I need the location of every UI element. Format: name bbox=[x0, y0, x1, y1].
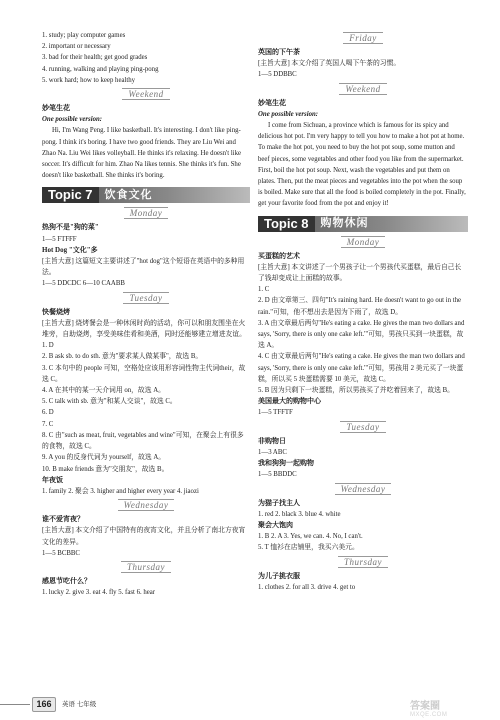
summary-text: [主旨大意] 本文讲述了一个男孩子让一个男孩代买蛋糕，最后自己长了钱却变成让上面糕的故事。 bbox=[258, 263, 462, 283]
section-title: 英国的下午茶 bbox=[258, 48, 300, 56]
watermark-url: MXQE.COM bbox=[410, 712, 448, 718]
answer-item: 4. A 在其中的某一天介词用 on，故选 A。 bbox=[42, 387, 165, 395]
version-label: One possible version: bbox=[42, 116, 103, 124]
answer-line: 1—5 DDCDC 6—10 CAABB bbox=[42, 280, 125, 288]
section-title: 为猫子找主人 bbox=[258, 498, 300, 507]
subject-label: 英语 七年级 bbox=[62, 701, 97, 708]
section-title: 快餐烧烤 bbox=[42, 307, 70, 316]
watermark-logo bbox=[410, 697, 490, 717]
topic-title: 饮食文化 bbox=[104, 188, 153, 201]
topic-number: Topic 8 bbox=[258, 216, 315, 232]
summary-text: [主旨大意] 这篇短文主要讲述了"hot dog"这个短语在英语中的多种用法。 bbox=[42, 258, 245, 277]
answer-line: 1—5 TFFTF bbox=[258, 409, 293, 417]
list-item: 5. work hard; how to keep healthy bbox=[42, 76, 136, 84]
section-title: 非购物日 bbox=[258, 436, 286, 445]
list-item: 2. important or necessary bbox=[42, 43, 111, 51]
answer-item: 1. C bbox=[258, 286, 270, 294]
answer-item: 10. B make friends 意为"交朋友"，故选 B。 bbox=[42, 465, 169, 473]
summary-text: [主旨大意] 烧烤餐会是一种休闲时尚的活动，你可以和朋友围坐在火堆旁，自助烧烤，享受美味佳肴和美酒，同时还能够建立增进友谊。 bbox=[42, 319, 246, 339]
answer-line: 1—3 ABC bbox=[258, 448, 287, 456]
section-title: 谁不爱宵夜？ bbox=[42, 515, 84, 524]
answer-line: 5. T 恤衫在店铺里，我买六美元。 bbox=[258, 544, 359, 552]
answer-item: 8. C 由"such as meat, fruit, vegetables and wine"可知，在聚会上有很多的食物，故选 C。 bbox=[42, 431, 244, 451]
answer-line: 1—5 BCBBC bbox=[42, 549, 80, 557]
answer-item: 5. C talk with sb. 意为"和某人交谈"，故选 C。 bbox=[42, 398, 177, 406]
section-title: 美国最大的购物中心 bbox=[258, 397, 321, 406]
answer-line: 1. lucky 2. give 3. eat 4. fly 5. fast 6. hear bbox=[42, 589, 156, 597]
weekend-header: Weekend bbox=[258, 83, 468, 96]
section-title: 妙笔生花 bbox=[258, 98, 286, 107]
answer-line: 1. red 2. black 3. blue 4. white bbox=[258, 510, 341, 518]
left-column bbox=[42, 30, 250, 598]
friday-header: Friday bbox=[258, 32, 468, 45]
section-title: 年夜饭 bbox=[42, 475, 63, 484]
essay-text: I come from Sichuan, a province which is famous for its spicy and delicious hot pot. I'm very happy to tell you how to make a hot pot at home. To make the hot pot, you need to buy the hot pot soup, some mutton and beef pieces, some vegetables and other food you like from the supermarket. First, boil the hot pot soup. Next, wash the vegetables and put them on plates. Then, put the meat pieces and vegetables into the pot when the soup is boiled. Make sure that all the food is boiled completely in the pot. Finally, get your favorite food from the pot and enjoy it! bbox=[258, 122, 466, 208]
answer-item: 3. A 由文章最后两句"He's eating a cake. He gives the man two dollars and says, 'Sorry, there is only one cake left.'"可知，男孩只买到一块蛋糕，故选 A。 bbox=[258, 319, 465, 350]
section-title: 聚会大饱肉 bbox=[258, 520, 293, 529]
answer-item: 2. B ask sb. to do sth. 意为"要求某人做某事"，故选 B。 bbox=[42, 353, 203, 361]
section-title: 热狗不是"狗的菜" bbox=[42, 223, 99, 232]
summary-text: [主旨大意] 本文介绍了英国人喝下午茶的习惯。 bbox=[258, 60, 401, 68]
answer-line: 1—5 DDBBC bbox=[258, 71, 297, 79]
answer-item: 5. B 因为只剩下一块蛋糕，所以男孩买了并吃着回来了，故选 B。 bbox=[258, 387, 454, 395]
footer-rule bbox=[0, 704, 30, 705]
wednesday-header: Wednesday bbox=[258, 483, 468, 496]
section-title: 妙笔生花 bbox=[42, 104, 70, 113]
tuesday-header: Tuesday bbox=[258, 421, 468, 434]
answer-item: 2. D 由文章第三、四句"It's raining hard. He doesn't want to go out in the rain."可知，他不想出去是因为下雨了，故选 D。 bbox=[258, 297, 462, 316]
answer-item: 3. C 本句中的 people 可知，空格处应该用形容词性物主代词their，故选 C。 bbox=[42, 364, 246, 383]
wednesday-header: Wednesday bbox=[42, 499, 250, 512]
topic-8-banner bbox=[258, 216, 468, 232]
version-label: One possible version: bbox=[258, 110, 319, 118]
answer-item: 9. A you 的反身代词为 yourself，故选 A。 bbox=[42, 454, 166, 462]
answer-item: 6. D bbox=[42, 409, 54, 417]
answer-line: 1—5 FTFFF bbox=[42, 235, 77, 243]
weekend-header: Weekend bbox=[42, 88, 250, 101]
monday-header: Monday bbox=[258, 236, 468, 249]
answer-item: 7. C bbox=[42, 420, 54, 428]
page-number: 166 bbox=[32, 697, 56, 712]
section-title: 感恩节吃什么？ bbox=[42, 576, 91, 585]
tuesday-header: Tuesday bbox=[42, 292, 250, 305]
answer-item: 1. D bbox=[42, 342, 54, 350]
list-item: 3. bad for their health; get good grades bbox=[42, 54, 148, 62]
answer-line: 1. clothes 2. for all 3. drive 4. get to bbox=[258, 583, 356, 591]
right-column bbox=[258, 30, 468, 593]
section-title: 我和狗狗一起购物 bbox=[258, 459, 314, 468]
topic-7-banner bbox=[42, 187, 250, 203]
section-title: Hot Dog "文化"多 bbox=[42, 245, 98, 254]
watermark-text: 答案圈 bbox=[410, 701, 440, 712]
answer-item: 4. C 由文章最后两句"He's eating a cake. He gives the man two dollars and says, 'Sorry, there is only one cake left.'"可知，男孩用 2 美元买了一块蛋糕，所以买 5 块蛋糕需要 10 美元，故选 C。 bbox=[258, 353, 465, 383]
topic-number: Topic 7 bbox=[42, 187, 99, 203]
thursday-header: Thursday bbox=[42, 561, 250, 574]
thursday-header: Thursday bbox=[258, 556, 468, 569]
essay-text: Hi, I'm Wang Peng. I like basketball. It's interesting. I don't like ping-pong. I think it's boring. I have two good friends. They are Liu Wei and Zhao Na. Liu Wei likes volleyball. He thinks it's relaxing. He doesn't like soccer. It's difficult for him. Zhao Na likes tennis. She thinks it's fun. She doesn't like basketball. She thinks it's boring. bbox=[42, 127, 242, 180]
section-title: 为儿子挑衣服 bbox=[258, 571, 300, 580]
list-item: 4. running, walking and playing ping-pong bbox=[42, 65, 159, 73]
monday-header: Monday bbox=[42, 207, 250, 220]
answer-line: 1. B 2. A 3. Yes, we can. 4. No, I can't. bbox=[258, 533, 363, 541]
section-title: 买蛋糕的艺术 bbox=[258, 251, 300, 260]
answer-line: 1. family 2. 聚会 3. higher and higher every year 4. jiaozi bbox=[42, 487, 199, 495]
summary-text: [主旨大意] 本文介绍了中国特有的夜宵文化，并且分析了南北方夜宵文化的差异。 bbox=[42, 527, 246, 546]
answer-line: 1—5 BBDDC bbox=[258, 471, 297, 479]
page-footer bbox=[0, 695, 500, 720]
topic-title: 购物休闲 bbox=[320, 217, 369, 230]
list-item: 1. study; play computer games bbox=[42, 32, 126, 39]
